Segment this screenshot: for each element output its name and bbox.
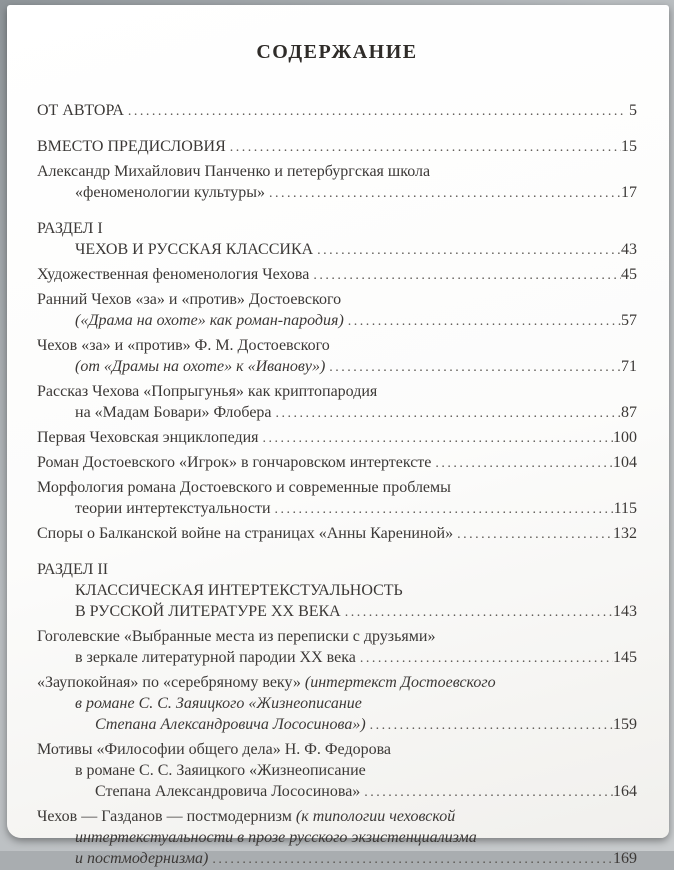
page-title: СОДЕРЖАНИЕ xyxy=(256,41,418,63)
toc-entry-text xyxy=(75,647,356,668)
toc-line xyxy=(37,601,637,623)
toc-text-regular: Споры о Балканской войне на страницах «Анны Карениной» xyxy=(37,525,454,542)
toc-entry xyxy=(37,335,637,378)
toc-entry-text xyxy=(37,100,124,121)
dot-leader xyxy=(208,848,613,870)
toc-line xyxy=(37,182,637,204)
toc-text-regular: КЛАССИЧЕСКАЯ ИНТЕРТЕКСТУАЛЬНОСТЬ xyxy=(75,582,403,599)
toc-line xyxy=(37,402,637,424)
toc-line xyxy=(37,626,637,647)
page-number: 115 xyxy=(613,500,637,517)
toc-line xyxy=(37,827,637,848)
toc-entry-text xyxy=(75,848,208,869)
toc-entry-text xyxy=(37,523,453,544)
toc-text-regular: теории интертекстуальности xyxy=(75,500,271,517)
toc-text-regular: «Заупокойная» по «серебряному веку» xyxy=(37,674,305,691)
toc-entry-text xyxy=(37,806,455,827)
book-page xyxy=(7,5,669,867)
toc-line xyxy=(37,100,637,122)
toc-entry-text xyxy=(37,427,259,448)
page-number: 104 xyxy=(613,454,637,471)
toc-line xyxy=(37,452,637,474)
toc-line xyxy=(37,427,637,449)
toc-entry-text xyxy=(37,626,435,647)
dot-leader xyxy=(453,523,613,545)
toc-line xyxy=(37,381,637,402)
toc-text-regular: Художественная феноменология Чехова xyxy=(37,266,310,283)
toc-entry-text xyxy=(75,601,341,622)
page-number: 43 xyxy=(621,241,637,258)
toc-line xyxy=(37,693,637,714)
toc-entry-text xyxy=(95,781,360,802)
toc-text-regular: Чехов — Газданов — постмодернизм xyxy=(37,808,296,825)
dot-leader xyxy=(265,182,621,204)
toc-line xyxy=(37,136,637,158)
toc-entry xyxy=(37,161,637,204)
toc-text-regular: ВМЕСТО ПРЕДИСЛОВИЯ xyxy=(37,138,226,155)
toc-entry-text xyxy=(37,452,431,473)
toc-text-regular: «феноменологии культуры» xyxy=(75,184,266,201)
toc-entry xyxy=(37,477,637,520)
toc-text-regular: ЧЕХОВ И РУССКАЯ КЛАССИКА xyxy=(75,241,314,258)
toc-entry xyxy=(37,806,637,870)
toc-text-regular: Александр Михайлович Панченко и петербургская школа xyxy=(37,163,431,180)
toc-text-regular: Чехов «за» и «против» Ф. М. Достоевского xyxy=(37,337,330,354)
toc-text-italic: в романе С. С. Заяицкого «Жизнеописание xyxy=(75,695,362,712)
toc-entry-text xyxy=(75,356,325,377)
toc-text-regular: В РУССКОЙ ЛИТЕРАТУРЕ XX ВЕКА xyxy=(75,603,341,620)
toc-text-italic: и постмодернизма) xyxy=(75,850,209,867)
toc-line xyxy=(37,672,637,693)
toc-text-italic: (от «Драмы на охоте» к «Иванову») xyxy=(75,358,326,375)
page-number: 100 xyxy=(613,429,637,446)
toc-text-italic: Степана Александровича Лососинова») xyxy=(95,716,366,733)
toc-line xyxy=(37,289,637,310)
toc-entry-text xyxy=(75,693,362,714)
page-number: 5 xyxy=(629,102,637,119)
dot-leader xyxy=(271,498,614,520)
toc-entry-text xyxy=(37,672,496,693)
toc-entry xyxy=(37,559,637,623)
page-number: 169 xyxy=(613,850,637,867)
toc-text-regular: Роман Достоевского «Игрок» в гончаровском интертексте xyxy=(37,454,432,471)
toc-line xyxy=(37,647,637,669)
dot-leader xyxy=(313,239,621,261)
toc-entry xyxy=(37,739,637,803)
toc-entry-text xyxy=(95,714,366,735)
dot-leader xyxy=(366,714,613,736)
toc-entry-text xyxy=(37,559,108,580)
toc-entry xyxy=(37,626,637,669)
toc-text-regular: РАЗДЕЛ I xyxy=(37,220,103,237)
toc-entry xyxy=(37,672,637,736)
toc-line xyxy=(37,356,637,378)
toc-entry xyxy=(37,218,637,261)
toc-text-regular: ОТ АВТОРА xyxy=(37,102,124,119)
toc-entry xyxy=(37,452,637,474)
dot-leader xyxy=(259,427,613,449)
toc-line xyxy=(37,161,637,182)
toc-text-italic: (к типологии чеховской xyxy=(295,808,456,825)
toc-line xyxy=(37,239,637,261)
toc-text-regular: Морфология романа Достоевского и современные проблемы xyxy=(37,479,451,496)
toc-line xyxy=(37,580,637,601)
toc-entry xyxy=(37,523,637,545)
toc-text-italic: (интертекст Достоевского xyxy=(304,674,496,691)
toc-entry-text xyxy=(75,760,366,781)
dot-leader xyxy=(226,136,621,158)
page-number: 71 xyxy=(621,358,637,375)
toc-entry xyxy=(37,136,637,158)
dot-leader xyxy=(124,100,623,122)
dot-leader xyxy=(360,781,613,803)
toc-entry-text xyxy=(37,218,103,239)
toc-line xyxy=(37,523,637,545)
toc-line xyxy=(37,739,637,760)
toc-entry-text xyxy=(37,264,309,285)
toc-line xyxy=(37,218,637,239)
page-number: 145 xyxy=(613,649,637,666)
toc-entry-text xyxy=(75,182,265,203)
page-number: 17 xyxy=(621,184,637,201)
dot-leader xyxy=(431,452,613,474)
toc-entry-text xyxy=(37,739,391,760)
toc-text-regular: в зеркале литературной пародии XX века xyxy=(75,649,356,666)
toc-entry-text xyxy=(37,335,330,356)
dot-leader xyxy=(341,601,613,623)
toc-text-regular: в романе С. С. Заяицкого «Жизнеописание xyxy=(75,762,366,779)
toc-line xyxy=(37,477,637,498)
toc-text-regular: Рассказ Чехова «Попрыгунья» как криптопародия xyxy=(37,383,378,400)
toc-entry xyxy=(37,289,637,332)
toc-text-regular: Мотивы «Философии общего дела» Н. Ф. Федорова xyxy=(37,741,392,758)
toc-entry xyxy=(37,381,637,424)
toc-entry-text xyxy=(37,381,377,402)
toc-list xyxy=(37,100,637,870)
toc-line xyxy=(37,498,637,520)
toc-entry-text xyxy=(37,477,451,498)
toc-text-regular: РАЗДЕЛ II xyxy=(37,561,109,578)
toc-line xyxy=(37,335,637,356)
dot-leader xyxy=(344,310,621,332)
toc-text-regular: Степана Александровича Лососинова» xyxy=(95,783,361,800)
toc-text-italic: интертекстуальности в прозе русского экзистенциализма xyxy=(75,829,477,846)
toc-entry-text xyxy=(75,827,477,848)
toc-line xyxy=(37,806,637,827)
toc-entry-text xyxy=(37,136,226,157)
page-number: 164 xyxy=(613,783,637,800)
page-number: 15 xyxy=(621,138,637,155)
toc-entry-text xyxy=(75,580,403,601)
page-number: 45 xyxy=(621,266,637,283)
toc-line xyxy=(37,781,637,803)
page-number: 143 xyxy=(613,603,637,620)
toc-entry xyxy=(37,427,637,449)
toc-line xyxy=(37,848,637,870)
page-number: 57 xyxy=(621,312,637,329)
toc-entry-text xyxy=(37,161,430,182)
toc-line xyxy=(37,559,637,580)
toc-entry xyxy=(37,100,637,122)
toc-line xyxy=(37,310,637,332)
toc-text-italic: («Драма на охоте» как роман-пародия) xyxy=(75,312,344,329)
toc-entry-text xyxy=(75,498,271,519)
toc-line xyxy=(37,714,637,736)
page-number: 159 xyxy=(613,716,637,733)
dot-leader xyxy=(309,264,621,286)
page-number: 132 xyxy=(613,525,637,542)
toc-line xyxy=(37,760,637,781)
toc-line xyxy=(37,264,637,286)
toc-text-regular: Первая Чеховская энциклопедия xyxy=(37,429,259,446)
toc-entry-text xyxy=(75,239,313,260)
toc-text-regular: на «Мадам Бовари» Флобера xyxy=(75,404,272,421)
page-number: 87 xyxy=(621,404,637,421)
toc-entry xyxy=(37,264,637,286)
toc-text-regular: Гоголевские «Выбранные места из переписки с друзьями» xyxy=(37,628,436,645)
toc-entry-text xyxy=(75,402,272,423)
dot-leader xyxy=(272,402,621,424)
dot-leader xyxy=(356,647,613,669)
toc-entry-text xyxy=(75,310,344,331)
toc-text-regular: Ранний Чехов «за» и «против» Достоевского xyxy=(37,291,342,308)
dot-leader xyxy=(325,356,621,378)
toc-entry-text xyxy=(37,289,341,310)
